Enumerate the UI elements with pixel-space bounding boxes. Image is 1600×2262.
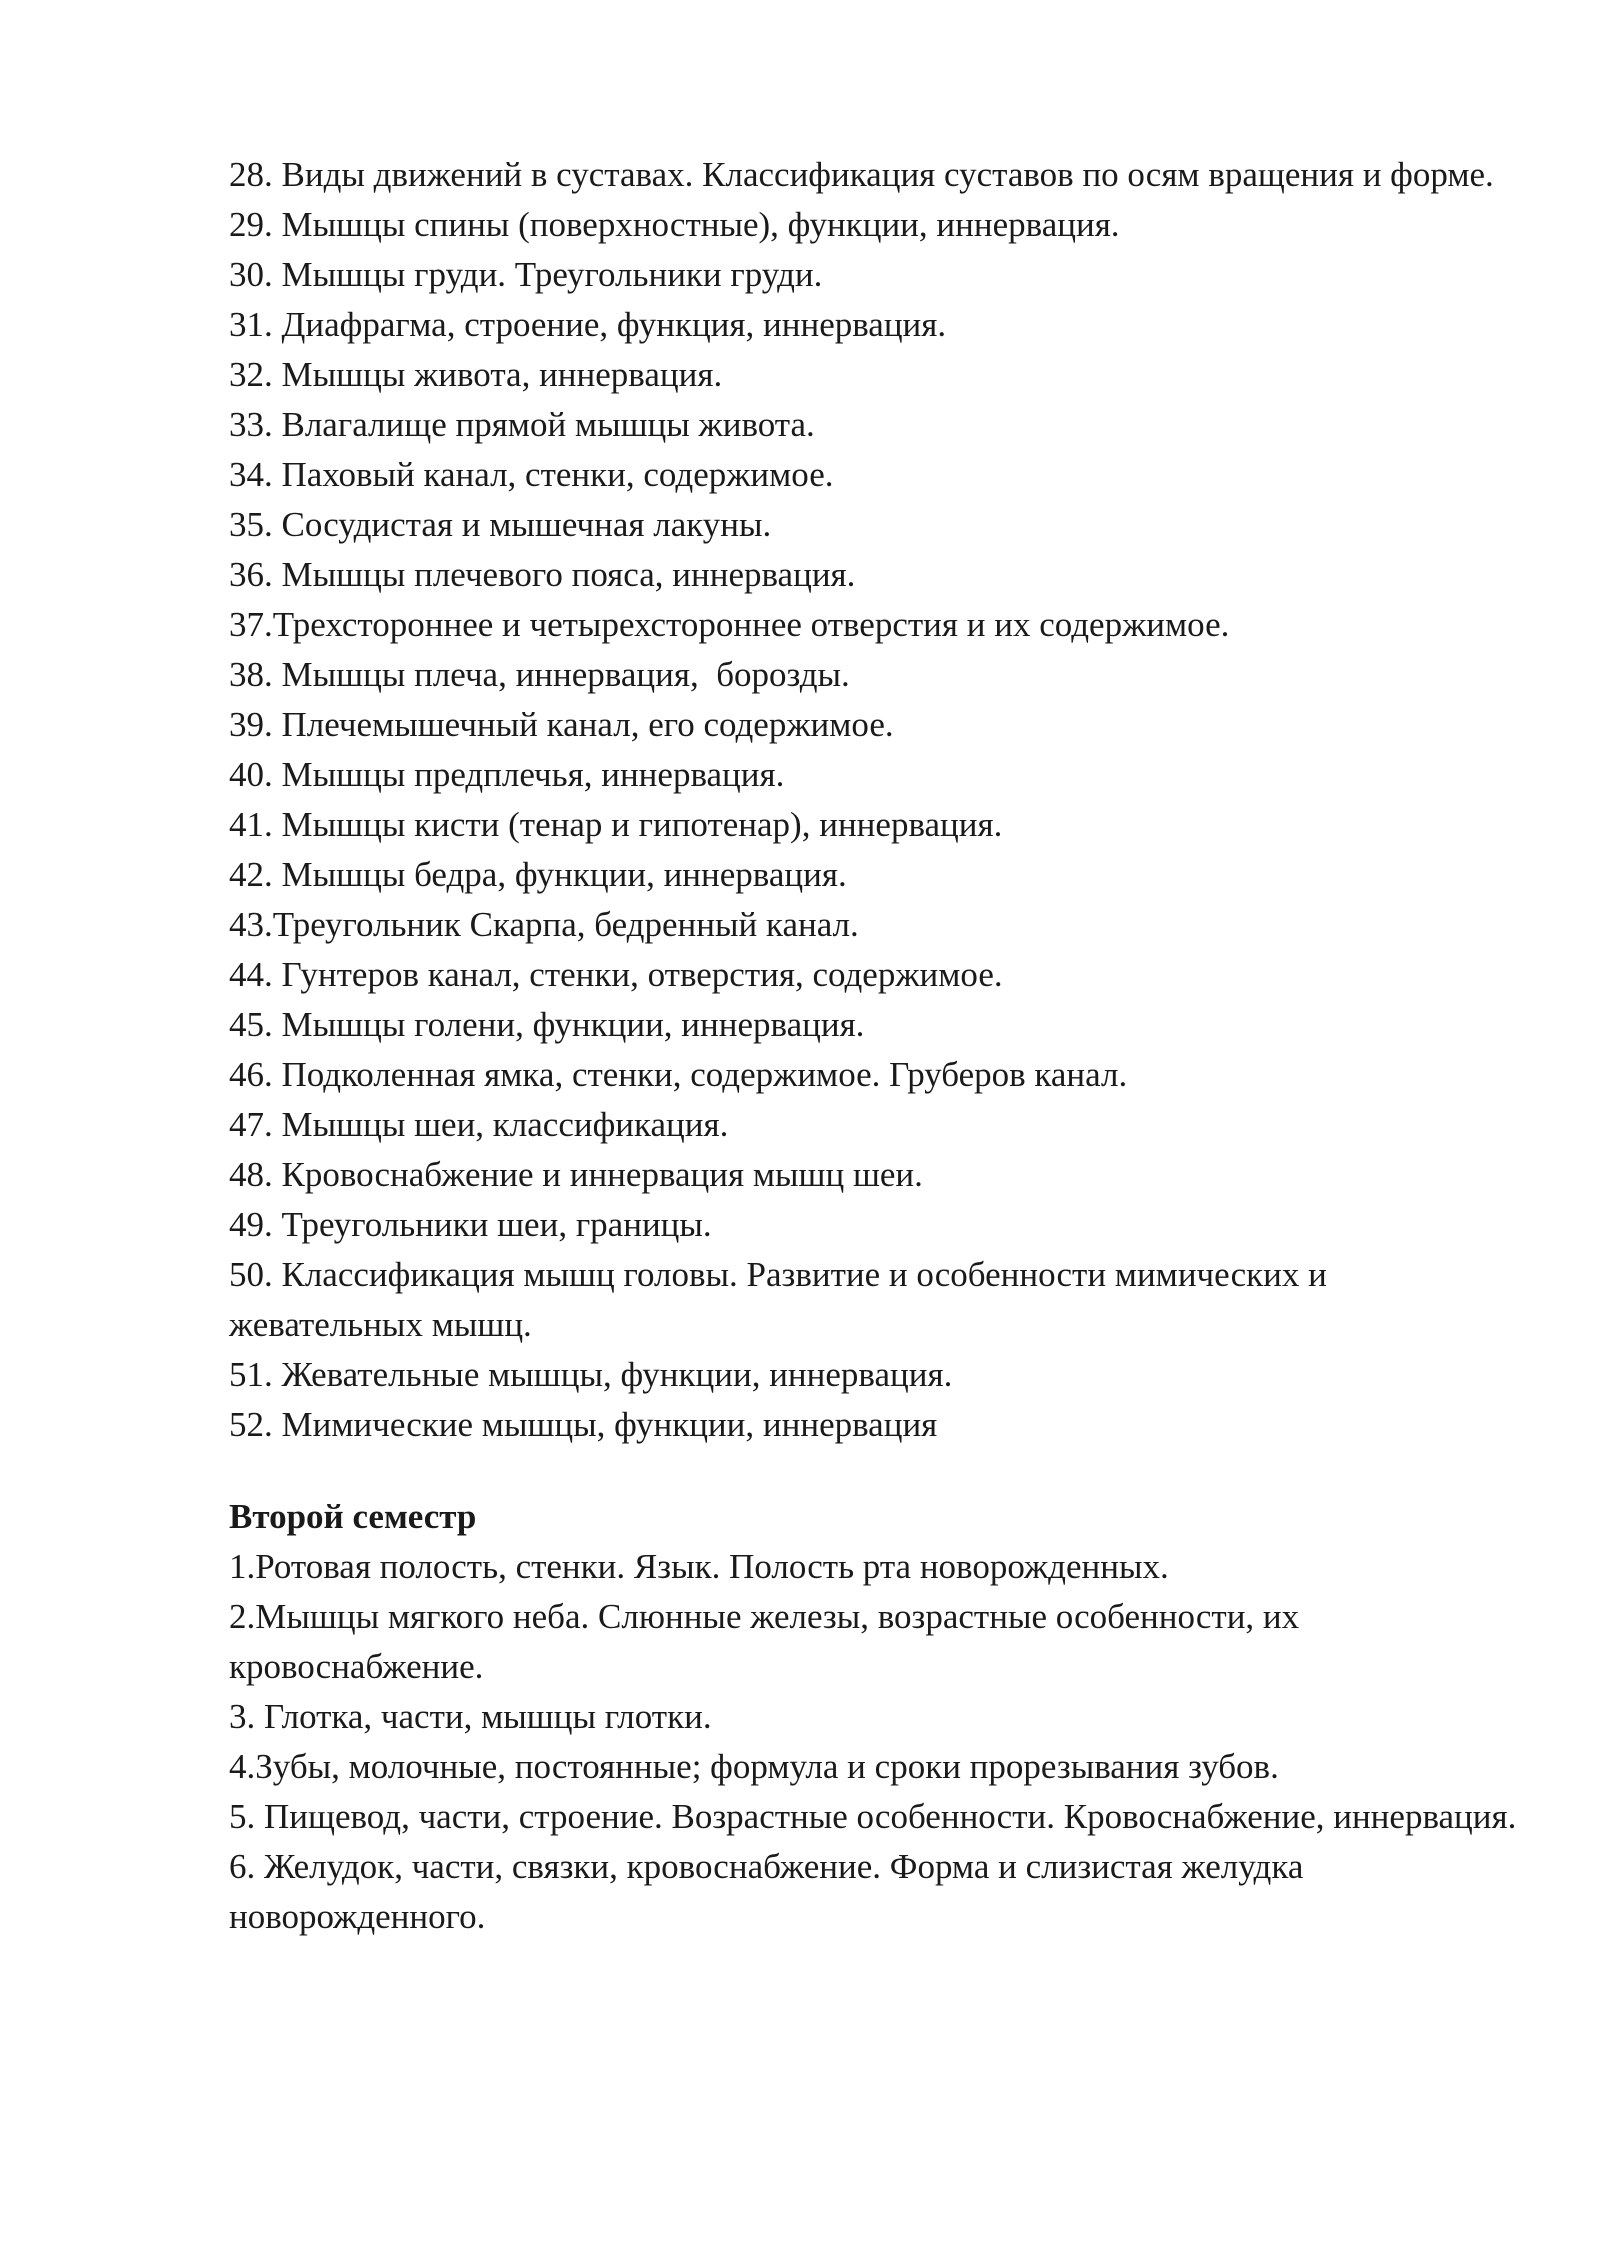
list-item: 34. Паховый канал, стенки, содержимое. (229, 455, 834, 494)
list-item: 48. Кровоснабжение и иннервация мышц шеи. (229, 1155, 923, 1194)
list-item: 33. Влагалище прямой мышцы живота. (229, 405, 815, 444)
list-item: 28. Виды движений в суставах. Классификация суставов по осям вращения и форме. (229, 155, 1494, 194)
list-item: 29. Мышцы спины (поверхностные), функции, иннервация. (229, 205, 1120, 244)
list-item: 5. Пищевод, части, строение. Возрастные особенности. Кровоснабжение, иннервация. (229, 1797, 1517, 1836)
list-item: 44. Гунтеров канал, стенки, отверстия, содержимое. (229, 955, 1003, 994)
list-item: 40. Мышцы предплечья, иннервация. (229, 755, 785, 794)
list-item: 32. Мышцы живота, иннервация. (229, 355, 723, 394)
list-item: 3. Глотка, части, мышцы глотки. (229, 1697, 712, 1736)
list-item: 51. Жевательные мышцы, функции, иннервация. (229, 1355, 953, 1394)
document-page (229, 150, 1529, 1942)
list-item: 30. Мышцы груди. Треугольники груди. (229, 255, 823, 294)
list-item: 42. Мышцы бедра, функции, иннервация. (229, 855, 847, 894)
question-list-semester-1 (229, 150, 1529, 1450)
list-item: 47. Мышцы шеи, классификация. (229, 1105, 729, 1144)
list-item: 43.Треугольник Скарпа, бедренный канал. (229, 905, 859, 944)
list-item: 6. Желудок, части, связки, кровоснабжение. Форма и слизистая желудка новорожденного. (229, 1847, 1313, 1936)
list-item: 49. Треугольники шеи, границы. (229, 1205, 712, 1244)
list-item: 41. Мышцы кисти (тенар и гипотенар), иннервация. (229, 805, 1003, 844)
list-item: 2.Мышцы мягкого неба. Слюнные железы, возрастные особенности, их кровоснабжение. (229, 1597, 1308, 1686)
list-item: 46. Подколенная ямка, стенки, содержимое. Груберов канал. (229, 1055, 1128, 1094)
list-item: 37.Трехстороннее и четырехстороннее отверстия и их содержимое. (229, 605, 1230, 644)
list-item: 4.Зубы, молочные, постоянные; формула и сроки прорезывания зубов. (229, 1747, 1279, 1786)
list-item: 50. Классификация мышц головы. Развитие и особенности мимических и жевательных мышц. (229, 1255, 1336, 1344)
section-heading: Второй семестр (229, 1497, 477, 1536)
list-item: 39. Плечемышечный канал, его содержимое. (229, 705, 894, 744)
list-item: 1.Ротовая полость, стенки. Язык. Полость рта новорожденных. (229, 1547, 1169, 1586)
list-item: 52. Мимические мышцы, функции, иннервация (229, 1405, 938, 1444)
list-item: 36. Мышцы плечевого пояса, иннервация. (229, 555, 856, 594)
list-item: 45. Мышцы голени, функции, иннервация. (229, 1005, 865, 1044)
list-item: 31. Диафрагма, строение, функция, иннервация. (229, 305, 947, 344)
list-item: 38. Мышцы плеча, иннервация, борозды. (229, 655, 850, 694)
question-list-semester-2 (229, 1542, 1529, 1942)
list-item: 35. Сосудистая и мышечная лакуны. (229, 505, 772, 544)
